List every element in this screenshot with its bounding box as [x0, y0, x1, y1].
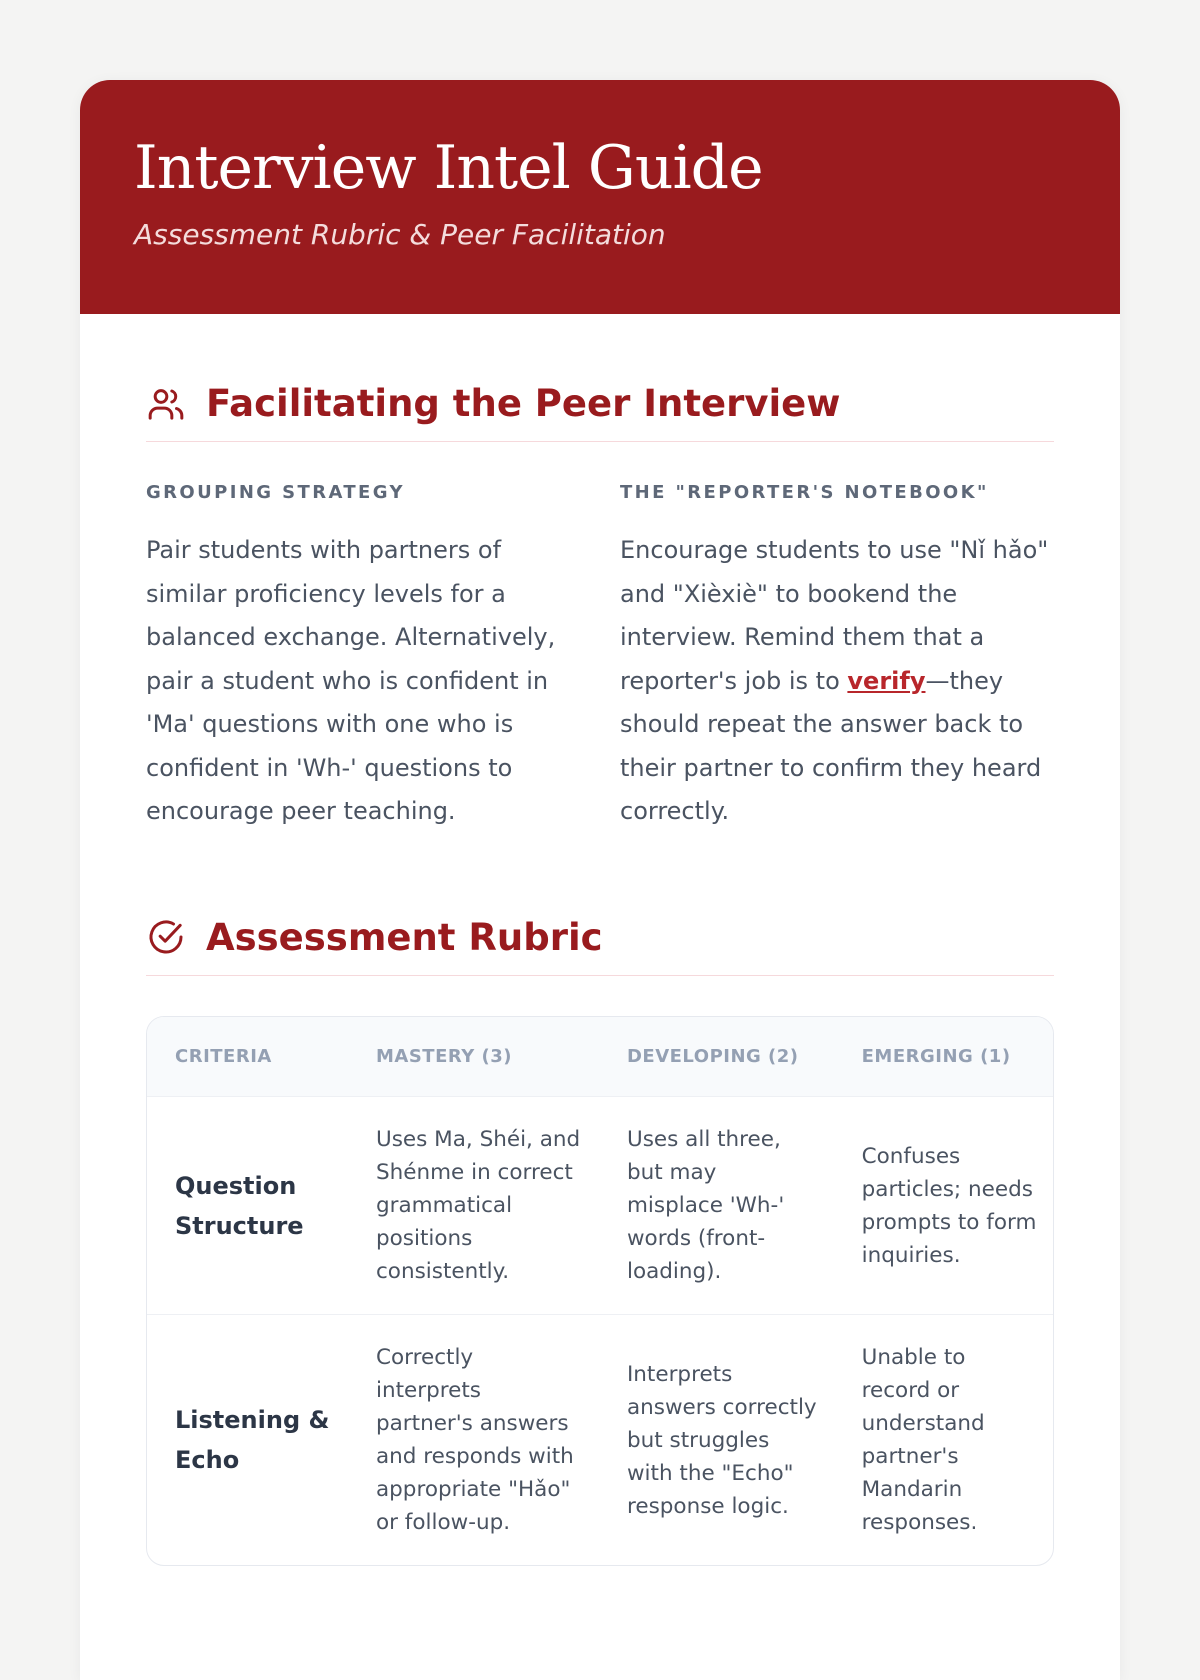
column-header-developing: DEVELOPING (2) — [599, 1017, 834, 1097]
section-title-rubric: Assessment Rubric — [206, 915, 603, 959]
header-banner — [80, 80, 1120, 314]
verify-highlight: verify — [847, 666, 926, 695]
grouping-strategy-block — [146, 482, 580, 834]
reporters-notebook-text — [620, 529, 1054, 834]
table-row — [147, 1097, 1053, 1315]
developing-cell: Uses all three, but may misplace 'Wh-' words (front-loading). — [599, 1097, 834, 1315]
reporters-notebook-block — [620, 482, 1054, 834]
rubric-header-row — [147, 1017, 1053, 1097]
criteria-cell: Question Structure — [147, 1097, 348, 1315]
content-body — [80, 382, 1120, 1566]
grouping-strategy-label: GROUPING STRATEGY — [146, 482, 405, 503]
column-header-criteria: CRITERIA — [147, 1017, 348, 1097]
notebook-text-end: —they should repeat the answer back to their partner to confirm they heard correctly. — [620, 666, 1042, 825]
emerging-cell: Unable to record or understand partner's Mandarin responses. — [834, 1315, 1053, 1566]
reporters-notebook-label: THE "REPORTER'S NOTEBOOK" — [620, 482, 989, 503]
check-circle-icon — [146, 917, 186, 957]
emerging-cell: Confuses particles; needs prompts to form inquiries. — [834, 1097, 1053, 1315]
column-header-emerging: EMERGING (1) — [834, 1017, 1053, 1097]
mastery-cell: Uses Ma, Shéi, and Shénme in correct grammatical positions consistently. — [348, 1097, 599, 1315]
criteria-cell: Listening & Echo — [147, 1315, 348, 1566]
table-row — [147, 1315, 1053, 1566]
notebook-text-start: Encourage students to use "Nǐ hǎo" and "Xièxiè" to bookend the interview. Remind them that a reporter's job is to — [620, 536, 1049, 695]
section-heading-rubric — [146, 916, 1054, 976]
users-icon — [146, 384, 186, 424]
column-header-mastery: MASTERY (3) — [348, 1017, 599, 1097]
section-heading-facilitating — [146, 382, 1054, 442]
developing-cell: Interprets answers correctly but struggles with the "Echo" response logic. — [599, 1315, 834, 1566]
rubric-table-container — [146, 1016, 1054, 1567]
section-title-facilitating: Facilitating the Peer Interview — [206, 382, 841, 425]
grouping-strategy-text: Pair students with partners of similar proficiency levels for a balanced exchange. Alternatively, pair a student who is confident in 'Ma' questions with one who is confident in 'Wh-' questions to encourage peer teaching. — [146, 536, 556, 825]
page-subtitle: Assessment Rubric & Peer Facilitation — [134, 218, 666, 251]
rubric-table — [147, 1017, 1053, 1566]
guide-card — [80, 80, 1120, 1680]
facilitation-columns — [146, 482, 1054, 834]
page-title: Interview Intel Guide — [134, 133, 763, 203]
mastery-cell: Correctly interprets partner's answers and responds with appropriate "Hǎo" or follow-up. — [348, 1315, 599, 1566]
